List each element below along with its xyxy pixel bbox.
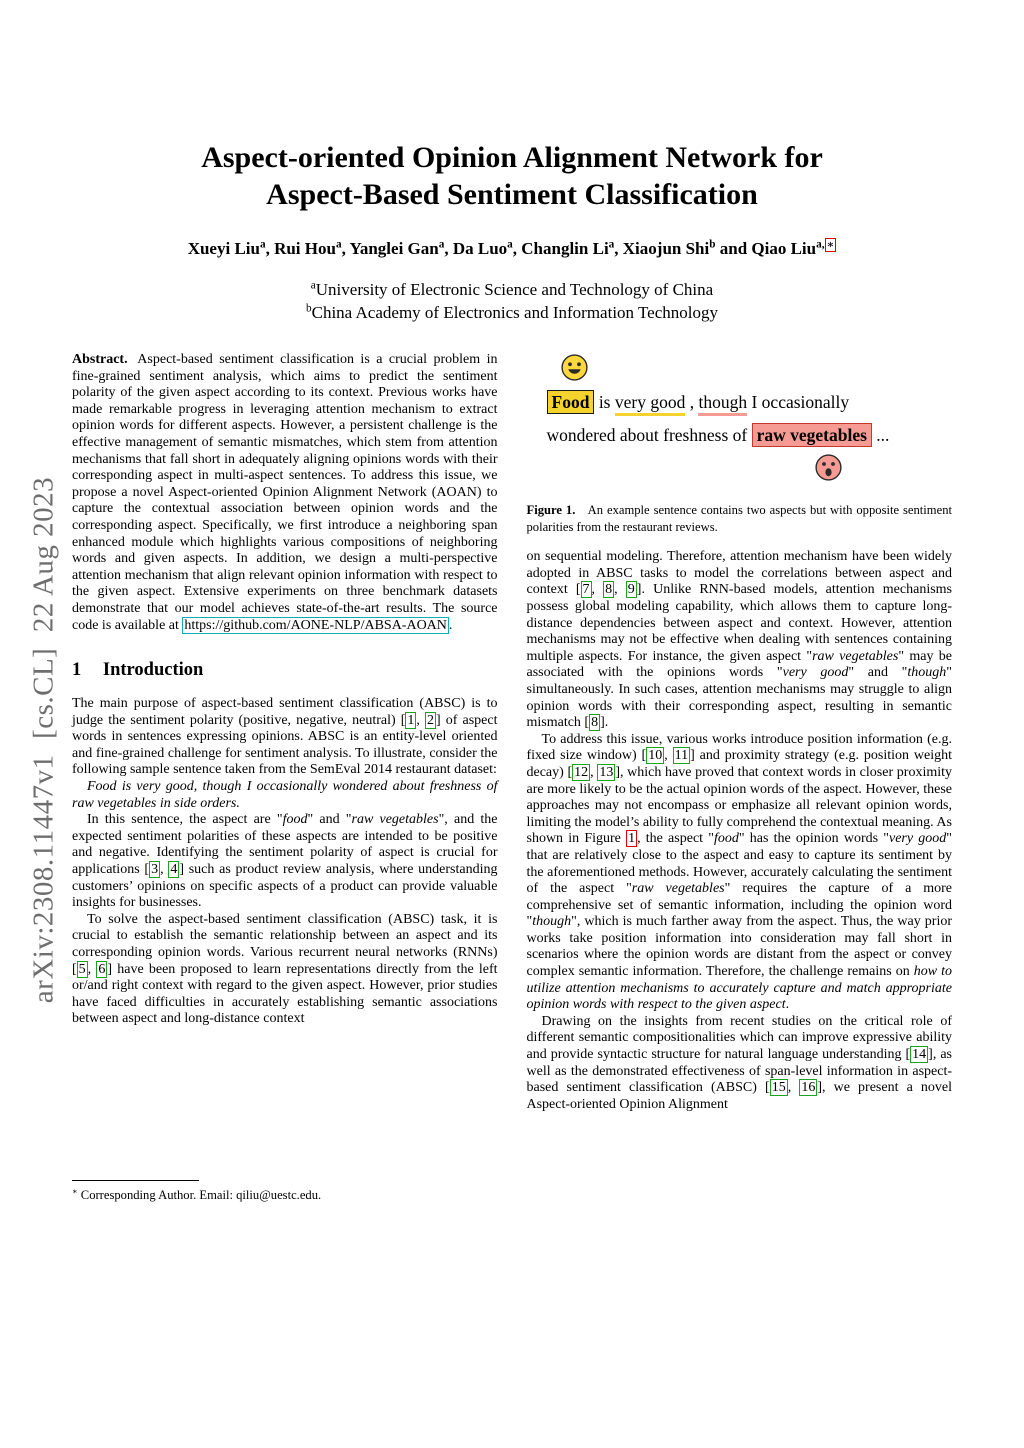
- citation-link[interactable]: 9: [627, 582, 635, 598]
- text-segment: raw vegetables: [812, 648, 899, 664]
- figure-ref-link[interactable]: 1: [628, 831, 636, 847]
- two-column-body: [72, 352, 952, 1207]
- text-segment: raw vegetables: [752, 423, 872, 447]
- citation-link[interactable]: 16: [801, 1080, 816, 1096]
- title-block: [0, 0, 1024, 325]
- text-segment: , Yanglei Gan: [341, 239, 439, 259]
- text-segment: though: [698, 392, 747, 416]
- section-number: 1: [72, 660, 82, 681]
- text-segment: wondered about freshness of: [546, 425, 752, 445]
- paragraph-drawing-insights: [527, 1014, 953, 1114]
- text-segment: ", and the expected sentiment polarities of these aspects are intended to be positive and negative. Identifying the sentiment polarity of aspect is crucial for applications [: [72, 812, 498, 878]
- text-segment: ] such as product review analysis, where understanding customers’ opinions on specific aspects of a product can provide valuable insights for businesses.: [72, 862, 498, 911]
- section-title: Introduction: [102, 660, 204, 681]
- text-segment: a: [335, 238, 342, 251]
- text-segment: food: [713, 831, 739, 847]
- abstract-paragraph: [72, 352, 498, 634]
- text-segment: ", which is much farther away from the aspect. Thus, the way prior works take position information into consideration may fall short in scenarios where the opinion words are distant from the aspect or convey complex semantic information. Therefore, the challenge remains on: [526, 914, 952, 980]
- left-column: [72, 352, 498, 1207]
- text-segment: " may be associated with the opinions words ": [526, 648, 952, 681]
- text-segment: raw vegetables: [351, 812, 439, 828]
- figure-1-caption-label: Figure 1.: [526, 503, 576, 517]
- text-segment: University of Electronic Science and Technology of China: [315, 280, 714, 300]
- text-segment: a,: [816, 238, 825, 251]
- footnote-text: [72, 1187, 498, 1203]
- text-segment: .: [785, 997, 790, 1013]
- text-segment: " and ": [307, 812, 352, 828]
- citation-link[interactable]: 8: [591, 715, 599, 731]
- sad-face-icon: [815, 454, 842, 481]
- affiliation-a: [0, 279, 1024, 302]
- text-segment: , Xiaojun Shi: [614, 239, 710, 259]
- text-segment: food: [282, 812, 308, 828]
- footnote: [72, 1180, 498, 1203]
- text-segment: ,: [664, 748, 673, 764]
- text-segment: a: [310, 279, 316, 292]
- figure-1-example-sentence: [527, 352, 953, 486]
- citation-link[interactable]: 12: [574, 764, 589, 780]
- text-segment: ], as well as the demonstrated effectiveness of span-level information in aspect-based sentiment classification (ABSC) [: [526, 1047, 953, 1096]
- citation-link[interactable]: 14: [912, 1047, 927, 1063]
- example-sentence-paragraph: [72, 779, 498, 812]
- text-segment: In this sentence, the aspect are ": [87, 812, 283, 828]
- text-segment: ,: [591, 582, 604, 598]
- figure-1-caption: [527, 502, 953, 535]
- right-column: [527, 352, 953, 1113]
- text-segment: raw vegetables: [631, 881, 725, 897]
- text-segment: " and ": [848, 665, 908, 681]
- citation-link[interactable]: 8: [605, 582, 613, 598]
- citation-link[interactable]: 7: [582, 582, 590, 598]
- paper-title-line1: Aspect-oriented Opinion Alignment Network for: [201, 141, 823, 174]
- text-segment: ], which have proved that context words in closer proximity are more likely to be the actual opinion words of the aspect. However, these approaches may not encompass or emphasize all relevant opinion words, limiting the model’s ability to fully comprehend the contextual meaning. As shown in Figure: [526, 764, 952, 847]
- text-segment: Abstract.: [72, 352, 128, 367]
- text-segment: Food is very good, though I occasionally wondered about freshness of raw vegetables in side orders.: [72, 779, 498, 811]
- section-heading-introduction: [72, 660, 498, 681]
- authors-line: [0, 239, 1024, 259]
- intro-paragraph-3: [72, 912, 498, 1028]
- intro-paragraph-2: [72, 812, 498, 912]
- text-segment: , Da Luo: [444, 239, 508, 259]
- text-segment: and Qiao Liu: [715, 239, 817, 259]
- text-segment: " has the opinion words ": [738, 831, 889, 847]
- text-segment: ,: [685, 392, 699, 412]
- text-segment: ] of aspect words in sentences expressing opinions. ABSC is an entity-level oriented and fine-grained challenge for sentiment analysis. To illustrate, consider the following sample sentence taken from the SemEval 2014 restaurant dataset:: [72, 712, 498, 778]
- text-segment: , the aspect ": [637, 831, 714, 847]
- figure-1: [527, 352, 953, 535]
- citation-link[interactable]: 3: [151, 862, 159, 878]
- text-segment: on sequential modeling. Therefore, attention mechanism have been widely adopted in ABSC tasks to model the correlations between aspect and context [: [526, 549, 952, 598]
- intro-paragraph-1: [72, 696, 498, 779]
- text-segment: very good: [889, 831, 947, 847]
- text-segment: is: [594, 392, 615, 412]
- text-segment: The main purpose of aspect-based sentiment classification (ABSC) is to judge the sentiment polarity (positive, negative, neutral) [: [72, 696, 498, 728]
- text-segment: To solve the aspect-based sentiment classification (ABSC) task, it is crucial to establish the semantic relationship between an aspect and its corresponding opinion words. Various recurrent neural networks (RNNs) [: [72, 911, 498, 977]
- text-segment: ∗: [72, 1186, 78, 1196]
- text-segment: though: [907, 665, 947, 681]
- affiliations: [0, 279, 1024, 325]
- text-segment: very good: [782, 665, 849, 681]
- text-segment: Xueyi Liu: [187, 239, 260, 259]
- text-segment: b: [709, 238, 716, 251]
- text-segment: To address this issue, various works introduce position information (e.g. fixed size window) [: [526, 731, 952, 764]
- paragraph-sequential-modeling: [527, 549, 953, 732]
- text-segment: ,: [590, 764, 598, 780]
- text-segment: ] and proximity strategy (e.g. position weight decay) [: [526, 748, 953, 780]
- citation-link[interactable]: 10: [648, 748, 663, 764]
- text-segment: ,: [614, 582, 626, 598]
- text-segment: ,: [787, 1080, 800, 1096]
- text-segment: though: [532, 914, 572, 930]
- text-segment: " that are relatively close to the aspect and easy to capture its sentiment by the aforementioned methods. However, accurately calculating the sentiment of the aspect ": [526, 831, 952, 897]
- text-segment: " simultaneously. In such cases, attention mechanisms may struggle to align opinion words with their corresponding aspect, resulting in semantic mismatch [: [526, 665, 953, 731]
- figure-sentence-line1: [547, 386, 953, 419]
- text-segment: a: [259, 238, 266, 251]
- paragraph-position-information: [527, 732, 953, 1014]
- citation-link[interactable]: 11: [674, 748, 689, 764]
- text-segment: , Rui Hou: [265, 239, 336, 259]
- citation-link[interactable]: 2: [427, 712, 435, 728]
- text-segment: ] have been proposed to learn representations directly from the left or/and right context with regard to the given aspect. However, prior studies have faced difficulties in accurately establishing semantic associations between aspect and long-distance context: [72, 961, 498, 1027]
- text-segment: Food: [547, 390, 595, 414]
- paper-title: [0, 140, 1024, 213]
- smiley-face-icon: [561, 354, 588, 381]
- text-segment: Corresponding Author. Email: qiliu@uestc.edu.: [77, 1187, 322, 1202]
- text-segment: ...: [871, 425, 890, 445]
- citation-link[interactable]: 13: [599, 764, 614, 780]
- text-segment: " requires the capture of a more comprehensive set of semantic information, including the opinion word ": [526, 881, 952, 930]
- text-segment: ,: [160, 862, 169, 878]
- citation-link[interactable]: 5: [78, 961, 86, 977]
- text-segment: very good: [615, 392, 685, 416]
- text-segment: China Academy of Electronics and Information Technology: [311, 303, 718, 323]
- citation-link[interactable]: 1: [407, 712, 415, 728]
- citation-link[interactable]: 6: [98, 961, 106, 977]
- text-segment: ].: [600, 715, 609, 731]
- footnote-rule: [72, 1180, 199, 1181]
- affiliation-b: [0, 302, 1024, 325]
- text-segment: a: [608, 238, 615, 251]
- paper-title-line2: Aspect-Based Sentiment Classification: [266, 177, 758, 211]
- citation-link[interactable]: 4: [170, 862, 178, 878]
- text-segment: ], we present a novel Aspect-oriented Opinion Alignment: [526, 1080, 953, 1112]
- figure-sentence-line2: [547, 419, 953, 452]
- url-link[interactable]: https://github.com/AONE-NLP/ABSA-AOAN: [184, 617, 447, 633]
- text-segment: a: [438, 238, 445, 251]
- citation-link[interactable]: 15: [771, 1080, 786, 1096]
- text-segment: .: [448, 617, 453, 633]
- footnote-marker-link[interactable]: ∗: [826, 238, 835, 251]
- text-segment: ,: [416, 712, 426, 728]
- text-segment: b: [306, 302, 312, 315]
- figure-1-caption-text: An example sentence contains two aspects but with opposite sentiment polarities from the restaurant reviews.: [526, 503, 952, 534]
- arxiv-stamp: arXiv:2308.11447v1 [cs.CL] 22 Aug 2023: [27, 476, 60, 1004]
- text-segment: Drawing on the insights from recent studies on the critical role of different semantic compositionalities which can improve expressive ability and provide syntactic structure for natural language understanding [: [526, 1013, 952, 1063]
- text-segment: I occasionally: [747, 392, 850, 412]
- text-segment: ,: [87, 961, 97, 977]
- text-segment: a: [507, 238, 513, 251]
- text-segment: Aspect-based sentiment classification is a crucial problem in fine-grained sentiment analysis, which aims to predict the sentiment polarity of the given aspect according to its context. Previous works have made remarkable progress in leveraging attention mechanism to extract opinion words for different aspects. However, a persistent challenge is the effective management of semantic mismatches, which stem from attention mechanisms that fall short in adequately aligning opinions words with their corresponding aspect in multi-aspect sentences. To address this issue, we propose a novel Aspect-oriented Opinion Alignment Network (AOAN) to capture the contextual association between opinion words and the corresponding aspect. Specifically, we first introduce a neighboring span enhanced module which highlights various compositions of neighboring words and given aspects. In addition, we design a multi-perspective attention mechanism that align relevant opinion information with respect to the given aspect. Extensive experiments on three benchmark datasets demonstrate that our model achieves state-of-the-art results. The source code is available at: [72, 352, 498, 633]
- text-segment: , Changlin Li: [512, 239, 609, 259]
- text-segment: how to utilize attention mechanisms to accurately capture and match appropriate opinion words with respect to the given aspect: [526, 964, 953, 1013]
- text-segment: ]. Unlike RNN-based models, attention mechanisms possess global modeling capability, which allows them to capture long-distance dependencies between aspect and context. However, attention mechanisms may not be effective when dealing with sentences containing multiple aspects. For instance, the given aspect ": [526, 582, 952, 664]
